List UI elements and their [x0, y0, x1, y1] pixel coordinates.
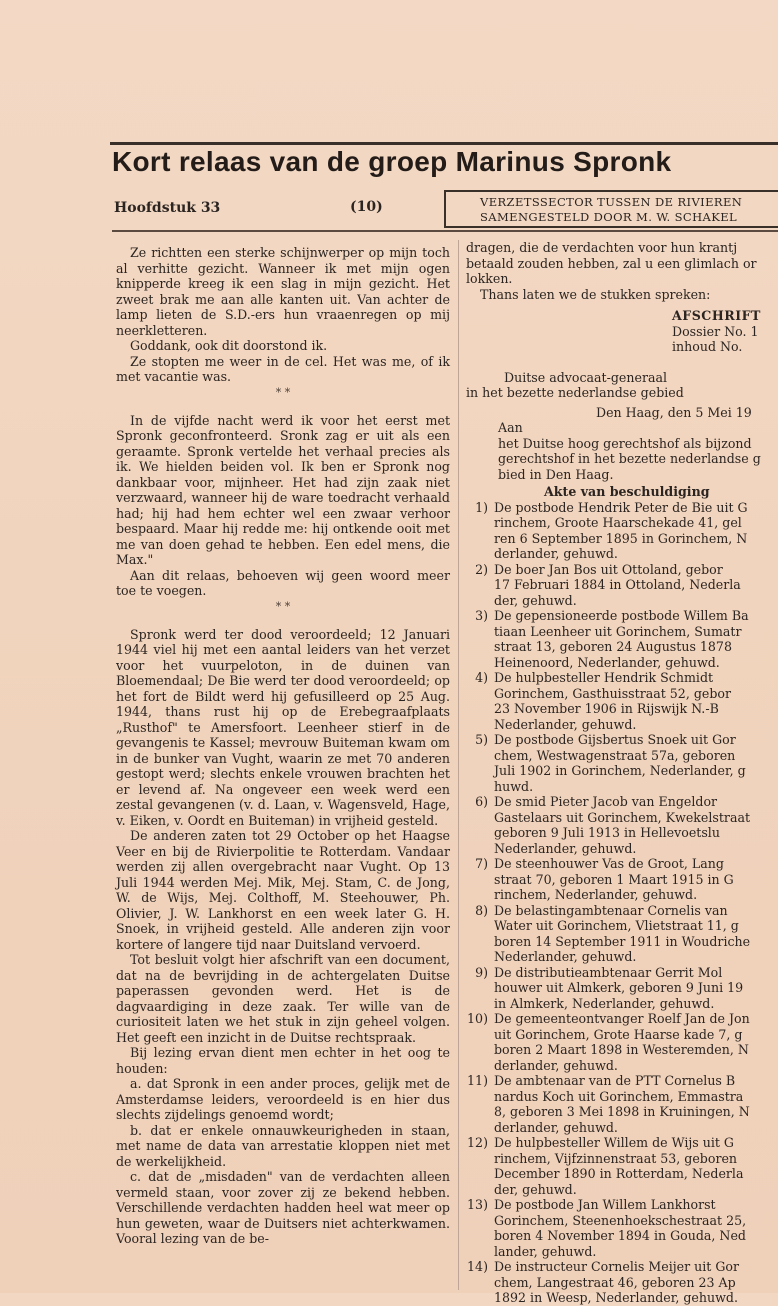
list-item-line: boren 14 September 1911 in Woudriche: [494, 933, 751, 949]
list-item-number: [466, 624, 494, 640]
text-line: bied in Den Haag.: [498, 466, 614, 482]
accused-list: [466, 500, 778, 1306]
list-item-line: De distributieambtenaar Gerrit Mol: [494, 964, 723, 980]
list-item: [466, 887, 778, 903]
article-title: Kort relaas van de groep Marinus Spronk: [112, 146, 672, 177]
list-item-number: 1): [475, 499, 488, 515]
text-line: Duitse advocaat-generaal: [504, 369, 668, 385]
list-item-number: [466, 980, 494, 996]
list-item-number: [466, 531, 494, 547]
paragraph: Goddank, ook dit doorstond ik.: [130, 338, 328, 353]
list-item-number: [466, 918, 494, 934]
list-item-line: De boer Jan Bos uit Ottoland, gebor: [494, 561, 723, 577]
list-item-number: 14): [467, 1259, 488, 1274]
list-item-line: Nederlander, gehuwd.: [494, 949, 637, 964]
list-item-number: 9): [475, 964, 488, 980]
list-item-line: De instructeur Cornelis Meijer uit Gor: [494, 1259, 739, 1274]
list-item-number: 4): [475, 670, 488, 685]
list-item-line: chem, Langestraat 46, geboren 23 Ap: [494, 1274, 736, 1290]
list-item-line: houwer uit Almkerk, geboren 9 Juni 19: [494, 980, 744, 995]
list-item-line: rinchem, Groote Haarschekade 41, gel: [494, 515, 742, 530]
list-item-number: [466, 1104, 494, 1120]
list-item-line: Heinenoord, Nederlander, gehuwd.: [494, 654, 720, 670]
list-item-number: [466, 872, 494, 888]
list-item: [466, 1275, 778, 1291]
list-item-number: [466, 779, 494, 795]
list-item-number: [466, 887, 494, 903]
list-item: [466, 670, 778, 686]
list-item: [466, 934, 778, 950]
paragraph: Spronk werd ter dood veroordeeld; 12 Januari 1944 viel hij met een aantal leiders van het verzet voor het vuurpeloton, in de duinen van Bloemendaal; De Bie werd ter dood veroordeeld; op het fort de Bildt werd hij gefusilleerd op 25 Aug. 1944, thans rust hij op de Erebegraafplaats „Rusthof" te Amersfoort. Leenheer stierf in de gevangenis te Kassel; mevrouw Buiteman kwam om in de bunker van Vught, waarin ze met 70 anderen gestopt werd; slechts enkele vrouwen brachten het er levend af. Na ongeveer een week werd een zestal gevangenen (v. d. Laan, v. Wagensveld, Hage, v. Eiken, v. Oordt en Buiteman) in vrijheid gesteld.: [116, 626, 450, 828]
list-item: [466, 918, 778, 934]
list-item-line: De ambtenaar van de PTT Cornelus B: [494, 1073, 736, 1088]
list-item: [466, 748, 778, 764]
list-item: [466, 1135, 778, 1151]
list-item: [466, 717, 778, 733]
list-item-line: chem, Westwagenstraat 57a, geboren: [494, 747, 736, 763]
list-item-number: [466, 515, 494, 531]
akte-heading: Akte van beschuldiging: [544, 484, 710, 499]
list-item-number: [466, 639, 494, 655]
section-stars: * *: [275, 385, 291, 399]
list-item: [466, 1104, 778, 1120]
list-item-line: in Almkerk, Nederlander, gehuwd.: [494, 995, 715, 1011]
list-item: [466, 1197, 778, 1213]
list-item-number: 6): [475, 794, 488, 809]
list-item-number: [466, 1275, 494, 1291]
list-item: [466, 577, 778, 593]
list-item: [466, 794, 778, 810]
list-item-number: [466, 686, 494, 702]
list-item-number: [466, 1042, 494, 1058]
list-item: [466, 1151, 778, 1167]
list-item-line: rinchem, Vijfzinnenstraat 53, geboren: [494, 1150, 738, 1166]
top-rule: [110, 142, 778, 145]
list-item: [466, 701, 778, 717]
list-item: [466, 903, 778, 919]
list-item-line: De hulpbesteller Hendrik Schmidt: [494, 670, 714, 685]
list-item-number: [466, 841, 494, 857]
list-item: [466, 1228, 778, 1244]
section-stars: * *: [275, 599, 291, 613]
list-item: [466, 1244, 778, 1260]
list-item-number: [466, 1151, 494, 1167]
right-column: [466, 240, 778, 1306]
list-item-line: boren 2 Maart 1898 in Westeremden, N: [494, 1042, 749, 1057]
list-item-line: De gepensioneerde postbode Willem Ba: [494, 608, 749, 623]
list-item: [466, 500, 778, 516]
list-item: [466, 639, 778, 655]
list-item: [466, 1042, 778, 1058]
list-item-line: De steenhouwer Vas de Groot, Lang: [494, 856, 724, 871]
list-item-line: der, gehuwd.: [494, 1181, 577, 1197]
list-item-number: 10): [467, 1011, 488, 1026]
list-item-line: 1892 in Weesp, Nederlander, gehuwd.: [494, 1290, 738, 1305]
list-item-number: [466, 717, 494, 733]
list-item-line: straat 70, geboren 1 Maart 1915 in G: [494, 871, 734, 887]
list-item-line: tiaan Leenheer uit Gorinchem, Sumatr: [494, 623, 742, 639]
list-item: [466, 949, 778, 965]
list-item-line: Gorinchem, Steenenhoekschestraat 25,: [494, 1212, 747, 1228]
left-column: [116, 245, 450, 1247]
list-item: [466, 996, 778, 1012]
list-item-number: 3): [475, 608, 488, 623]
list-item: [466, 1089, 778, 1105]
list-item-number: 11): [467, 1073, 488, 1088]
list-item-line: 23 November 1906 in Rijswijk N.-B: [494, 701, 719, 716]
list-item-number: [466, 949, 494, 965]
list-item-line: derlander, gehuwd.: [494, 1057, 618, 1073]
list-item-number: [466, 1213, 494, 1229]
paragraph: De anderen zaten tot 29 October op het Haagse Veer en bij de Rivierpolitie te Rotterdam. Vandaar werden zij allen overgebracht naar Vught. Op 13 Juli 1944 werden Mej. Mik, Mej. Stam, C. de Jong, W. de Wijs, Mej. Colthoff, M. Steehouwer, Ph. Olivier, J. W. Lankhorst en een week later G. H. Snoek, in vrijheid gesteld. Alle anderen zijn voor kortere of langere tijd naar Duitsland vervoerd.: [116, 828, 450, 952]
list-item: [466, 1120, 778, 1136]
list-item: [466, 856, 778, 872]
list-item: [466, 1073, 778, 1089]
list-item-line: ren 6 September 1895 in Gorinchem, N: [494, 530, 748, 546]
list-item-line: derlander, gehuwd.: [494, 1119, 618, 1135]
list-item-number: 8): [475, 902, 488, 918]
list-item: [466, 1259, 778, 1275]
list-item-line: boren 4 November 1894 in Gouda, Ned: [494, 1228, 746, 1243]
paragraph: c. dat de „misdaden" van de verdachten alleen vermeld staan, voor zover zij ze bekend hebben. Verschillende verdachten hadden heel wat meer op hun geweten, waar de Duitsers niet achterkwamen. Vooral lezing van de be-: [116, 1169, 450, 1246]
part-number: (10): [350, 199, 383, 215]
sector-line: SAMENGESTELD DOOR M. W. SCHAKEL: [480, 210, 738, 224]
list-item-line: lander, gehuwd.: [494, 1243, 597, 1259]
list-item-number: [466, 1228, 494, 1244]
list-item-number: 13): [467, 1197, 488, 1212]
list-item-line: 8, geboren 3 Mei 1898 in Kruiningen, N: [494, 1104, 750, 1119]
list-item-line: De belastingambtenaar Cornelis van: [494, 902, 728, 918]
list-item-line: Nederlander, gehuwd.: [494, 840, 637, 856]
list-item-line: December 1890 in Rotterdam, Nederla: [494, 1166, 744, 1181]
paragraph: a. dat Spronk in een ander proces, gelijk met de Amsterdamse leiders, veroordeeld is en hier dus slechts zijdelings genoemd wordt;: [116, 1076, 450, 1122]
list-item-line: De postbode Hendrik Peter de Bie uit G: [494, 499, 748, 515]
list-item: [466, 608, 778, 624]
dossier-line: Dossier No. 1: [672, 323, 759, 339]
list-item: [466, 763, 778, 779]
sector-line: VERZETSSECTOR TUSSEN DE RIVIEREN: [480, 195, 743, 209]
list-item: [466, 810, 778, 826]
list-item-line: Juli 1902 in Gorinchem, Nederlander, g: [494, 763, 746, 778]
list-item-line: nardus Koch uit Gorinchem, Emmastra: [494, 1088, 744, 1104]
list-item: [466, 1058, 778, 1074]
list-item-number: [466, 763, 494, 779]
list-item-line: uit Gorinchem, Grote Haarse kade 7, g: [494, 1026, 743, 1042]
list-item-line: Water uit Gorinchem, Vlietstraat 11, g: [494, 918, 739, 933]
list-item-number: 12): [467, 1135, 488, 1150]
list-item: [466, 1213, 778, 1229]
paragraph: Tot besluit volgt hier afschrift van een document, dat na de bevrijding in de achtergelaten Duitse paperassen gevonden werd. Het is de dagvaardiging in deze zaak. Ter wille van de curiositeit laten we het stuk in zijn geheel volgen. Het geeft een inzicht in de Duitse rechtspraak.: [116, 952, 450, 1045]
paragraph: Ze richtten een sterke schijnwerper op mijn toch al verhitte gezicht. Wanneer ik met mijn ogen knipperde kreeg ik een slag in mijn gezicht. Het zweet brak me aan alle kanten uit. Van achter de lamp lieten de S.D.-ers hun vraaenregen op mij neerkletteren.: [116, 245, 450, 338]
list-item-number: [466, 1089, 494, 1105]
list-item-number: [466, 934, 494, 950]
paragraph: Bij lezing ervan dient men echter in het oog te houden:: [116, 1045, 450, 1076]
list-item: [466, 531, 778, 547]
list-item-number: [466, 1120, 494, 1136]
list-item-line: De smid Pieter Jacob van Engeldor: [494, 794, 718, 809]
inhoud-line: inhoud No.: [672, 338, 743, 354]
list-item-line: De gemeenteontvanger Roelf Jan de Jon: [494, 1011, 750, 1026]
list-item-line: Gorinchem, Gasthuisstraat 52, gebor: [494, 685, 732, 701]
list-item-number: [466, 1244, 494, 1260]
list-item-number: [466, 1027, 494, 1043]
list-item: [466, 965, 778, 981]
list-item-line: der, gehuwd.: [494, 592, 577, 608]
list-item: [466, 686, 778, 702]
list-item: [466, 562, 778, 578]
list-item: [466, 732, 778, 748]
list-item: [466, 655, 778, 671]
paragraph: Aan dit relaas, behoeven wij geen woord meer toe te voegen.: [116, 567, 450, 598]
list-item-number: [466, 1058, 494, 1074]
list-item-number: [466, 546, 494, 562]
date-line: Den Haag, den 5 Mei 19: [596, 404, 752, 420]
list-item-number: [466, 996, 494, 1012]
list-item-number: [466, 655, 494, 671]
list-item: [466, 980, 778, 996]
list-item-number: [466, 701, 494, 717]
list-item-number: [466, 1182, 494, 1198]
list-item: [466, 872, 778, 888]
list-item: [466, 1290, 778, 1306]
list-item-number: [466, 1166, 494, 1182]
list-item-line: geboren 9 Juli 1913 in Hellevoetslu: [494, 825, 720, 840]
text-line: Aan: [498, 420, 523, 435]
list-item: [466, 546, 778, 562]
list-item-number: [466, 825, 494, 841]
list-item: [466, 1011, 778, 1027]
list-item-number: [466, 748, 494, 764]
text-line: Thans laten we de stukken spreken:: [480, 286, 711, 302]
list-item-number: 7): [475, 856, 488, 871]
text-line: dragen, die de verdachten voor hun krantj: [466, 240, 738, 255]
text-line: in het bezette nederlandse gebied: [466, 385, 684, 400]
list-item: [466, 779, 778, 795]
sector-box: [444, 190, 778, 228]
text-line: lokken.: [466, 271, 513, 286]
list-item-line: straat 13, geboren 24 Augustus 1878: [494, 639, 732, 654]
list-item-number: 2): [475, 561, 488, 577]
list-item-line: De postbode Gijsbertus Snoek uit Gor: [494, 732, 736, 747]
list-item: [466, 515, 778, 531]
list-item: [466, 593, 778, 609]
afschrift-heading: AFSCHRIFT: [672, 308, 761, 323]
list-item-line: De hulpbesteller Willem de Wijs uit G: [494, 1135, 734, 1150]
list-item: [466, 1027, 778, 1043]
list-item-line: rinchem, Nederlander, gehuwd.: [494, 887, 698, 902]
column-divider: [458, 240, 459, 1290]
list-item-line: De postbode Jan Willem Lankhorst: [494, 1197, 716, 1212]
list-item: [466, 825, 778, 841]
list-item-line: Nederlander, gehuwd.: [494, 716, 637, 732]
list-item-number: [466, 577, 494, 593]
header-rule: [112, 230, 778, 232]
text-line: gerechtshof in het bezette nederlandse g: [498, 451, 761, 466]
list-item-line: derlander, gehuwd.: [494, 546, 618, 561]
list-item: [466, 1182, 778, 1198]
chapter-label: Hoofdstuk 33: [114, 200, 221, 216]
list-item-line: Gastelaars uit Gorinchem, Kwekelstraat: [494, 809, 751, 825]
list-item-number: 5): [475, 732, 488, 747]
text-line: het Duitse hoog gerechtshof als bijzond: [498, 435, 752, 451]
list-item-number: [466, 593, 494, 609]
list-item-line: huwd.: [494, 778, 534, 794]
list-item: [466, 624, 778, 640]
list-item-number: [466, 1290, 494, 1306]
paragraph: Ze stopten me weer in de cel. Het was me, of ik met vacantie was.: [116, 353, 450, 384]
list-item-number: [466, 810, 494, 826]
paragraph: In de vijfde nacht werd ik voor het eerst met Spronk geconfronteerd. Sronk zag er uit als een geraamte. Spronk vertelde het verhaal precies als ik. We hielden beiden vol. Ik ben er Spronk nog dankbaar voor, mijnheer. Het had zijn zaak niet verzwaard, wanneer hij de ware toedracht verhaald had; hij had hem echter wel een zwaar verhoor bespaard. Maar hij redde me: hij ontkende ooit met me van doen gehad te hebben. Een edel mens, die Max.": [116, 412, 450, 567]
list-item-line: 17 Februari 1884 in Ottoland, Nederla: [494, 577, 741, 592]
list-item: [466, 1166, 778, 1182]
list-item: [466, 841, 778, 857]
text-line: betaald zouden hebben, zal u een glimlach or: [466, 255, 757, 271]
paragraph: b. dat er enkele onnauwkeurigheden in staan, met name de data van arrestatie kloppen niet met de werkelijkheid.: [116, 1122, 450, 1169]
